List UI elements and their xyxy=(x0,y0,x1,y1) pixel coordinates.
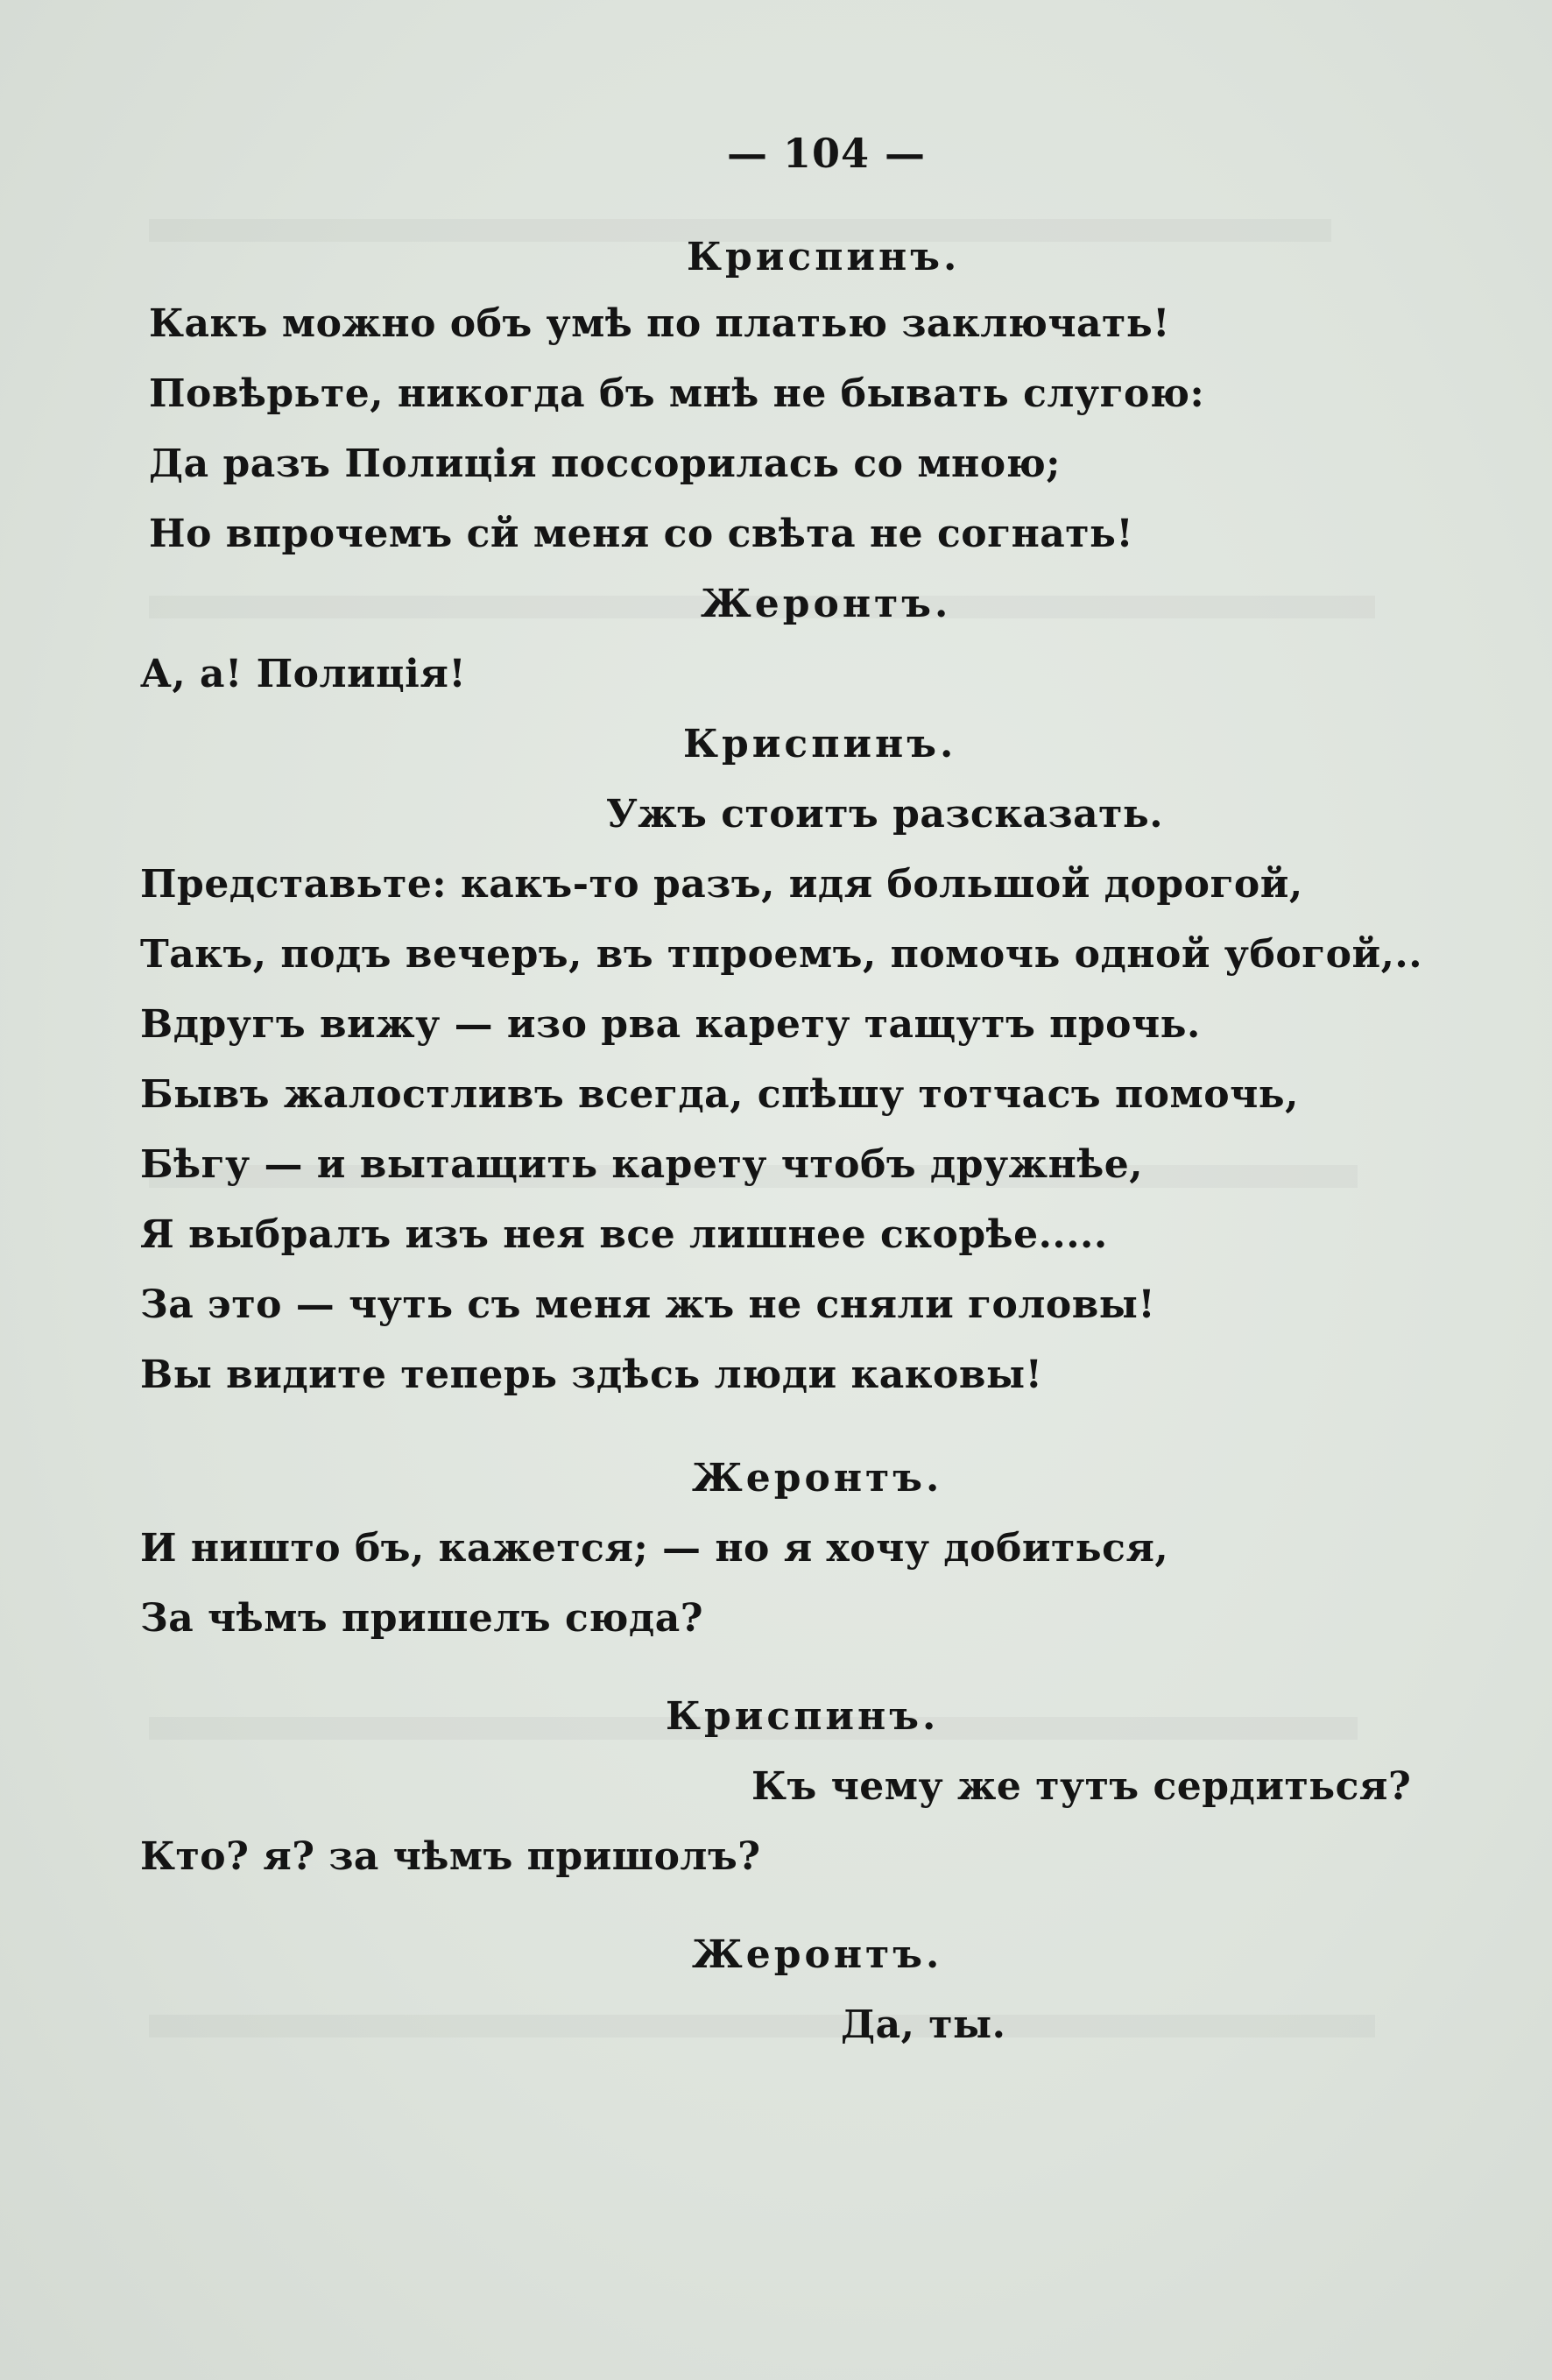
speaker-name: Жеронтъ. xyxy=(692,1932,943,1977)
verse-line: Представьте: какъ-то разъ, идя большой дорогой, xyxy=(140,862,1303,907)
verse-line: И ништо бъ, кажется; — но я хочу добиться, xyxy=(140,1526,1169,1571)
speaker-name: Жеронтъ. xyxy=(701,582,952,626)
verse-line: За это — чуть съ меня жъ не сняли головы! xyxy=(140,1282,1156,1327)
verse-line: Вы видите теперь здѣсь люди каковы! xyxy=(140,1352,1043,1397)
verse-line: Я выбралъ изъ нея все лишнее скорѣе..... xyxy=(140,1212,1108,1257)
verse-line: Да разъ Полиція поссорилась со мною; xyxy=(149,441,1061,486)
speaker-name: Криспинъ. xyxy=(683,722,957,766)
verse-line: За чѣмъ пришелъ сюда? xyxy=(140,1596,703,1641)
verse-line: Бывъ жалостливъ всегда, спѣшу тотчасъ помочь, xyxy=(140,1072,1299,1117)
verse-line: Вдругъ вижу — изо рва карету тащутъ прочь. xyxy=(140,1002,1201,1047)
speaker-name: Криспинъ. xyxy=(687,235,961,279)
verse-line: Повѣрьте, никогда бъ мнѣ не бывать слугою: xyxy=(149,371,1205,416)
verse-line: Кто? я? за чѣмъ пришолъ? xyxy=(140,1834,761,1879)
page-number: — 104 — xyxy=(727,130,927,177)
verse-line: Но впрочемъ сй меня со свѣта не согнать! xyxy=(149,512,1134,556)
verse-line: Да, ты. xyxy=(841,2002,1006,2047)
verse-line: А, а! Полиція! xyxy=(140,652,467,696)
verse-line: Такъ, подъ вечеръ, въ тпроемъ, помочь одной убогой,.. xyxy=(140,932,1423,977)
verse-line: Къ чему же тутъ сердиться? xyxy=(751,1764,1412,1809)
verse-line: Ужъ стоитъ разсказать. xyxy=(606,792,1164,837)
speaker-name: Жеронтъ. xyxy=(692,1456,943,1501)
speaker-name: Криспинъ. xyxy=(666,1694,940,1739)
verse-line: Какъ можно объ умѣ по платью заключать! xyxy=(149,301,1170,346)
verse-line: Бѣгу — и вытащить карету чтобъ дружнѣе, xyxy=(140,1142,1144,1187)
